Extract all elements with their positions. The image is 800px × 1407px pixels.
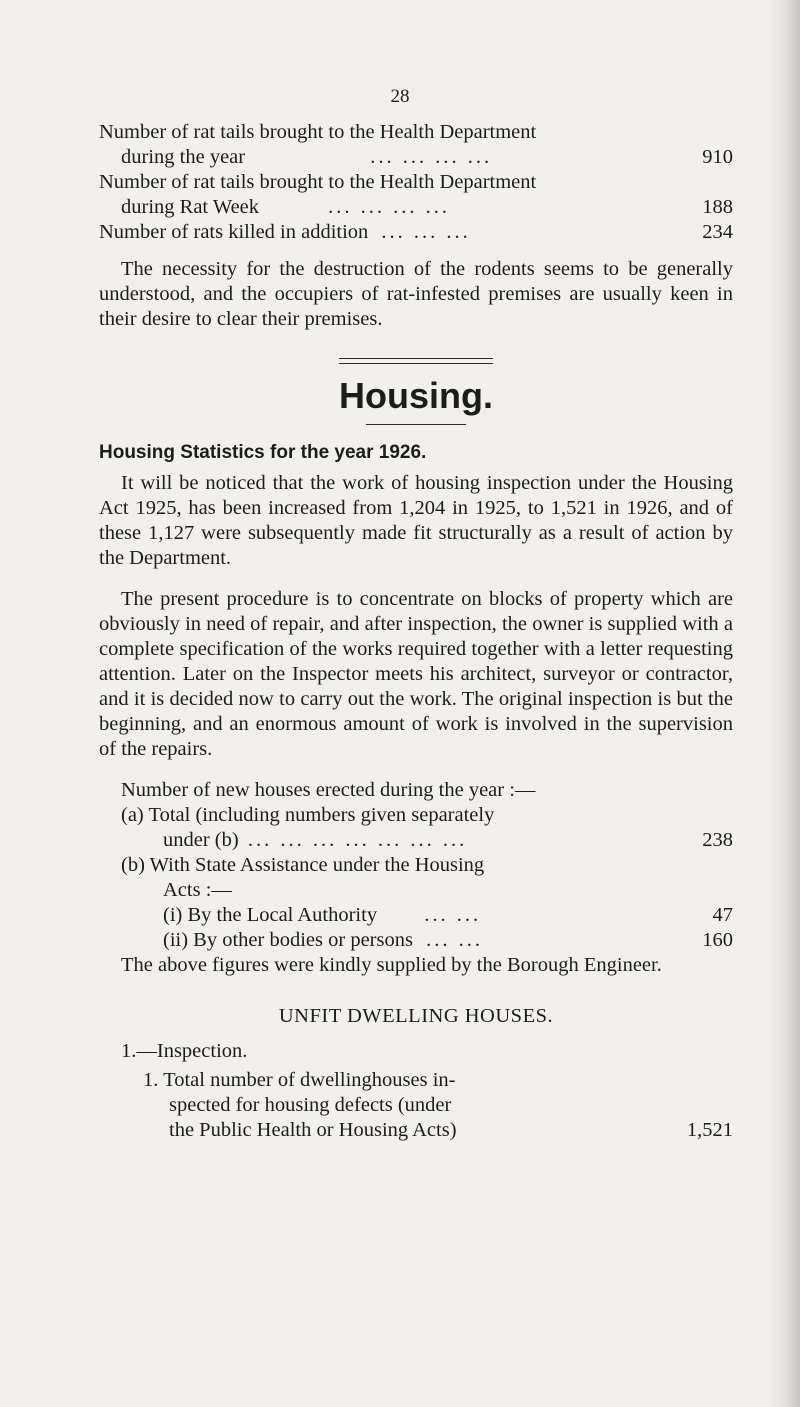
housing-stats-title: Housing Statistics for the year 1926.: [99, 442, 427, 463]
rat-stat-label-line2: during Rat Week: [121, 196, 260, 218]
page-number: 28: [390, 86, 410, 107]
leader-dots: ... ...: [426, 929, 483, 951]
rat-stat-row: [99, 120, 733, 170]
new-houses-i-label: (i) By the Local Authority: [163, 904, 378, 926]
new-houses-a-line2: under (b): [163, 829, 239, 851]
inspection-item-1-line1: 1. Total number of dwellinghouses in-: [143, 1069, 456, 1091]
new-houses-note: The above figures were kindly supplied by the Borough Engineer.: [121, 954, 662, 976]
inspection-item-1-line2: spected for housing defects (under: [169, 1094, 452, 1116]
page-edge-shadow: [766, 0, 800, 1407]
housing-paragraph-2: The present procedure is to concentrate on blocks of property which are obviously in need of repair, and after inspection, the owner is supplied with a complete specification of the works required together with a letter requesting attention. Later on the Inspector meets his architect, surveyor or contractor, and it is decided now to carry out the work. The original inspection is but the beginning, and an enormous amount of work is involved in the supervision of the repairs.: [99, 588, 733, 760]
new-houses-b-line1: (b) With State Assistance under the Housing: [121, 854, 485, 876]
rat-stat-label: Number of rats killed in addition: [99, 221, 369, 243]
new-houses-b-line2: Acts :—: [163, 879, 232, 901]
new-houses-a-line1: (a) Total (including numbers given separately: [121, 804, 495, 826]
leader-dots: ... ... ... ...: [370, 146, 493, 168]
inspection-item-1-value: 1,521: [686, 1119, 733, 1141]
leader-dots: ... ...: [424, 904, 482, 926]
rat-stat-label-line1: Number of rat tails brought to the Health Department: [99, 171, 537, 193]
inspection-item-1: [99, 1068, 733, 1143]
rule-top: [339, 358, 493, 359]
new-houses-section: [99, 778, 733, 978]
rat-stats: [99, 120, 733, 245]
unfit-dwellings-heading: UNFIT DWELLING HOUSES.: [278, 1005, 554, 1027]
new-houses-a: [99, 803, 733, 853]
rule-top-second: [339, 363, 493, 364]
rat-stat-row: [99, 170, 733, 220]
inspection-subheading: 1.—Inspection.: [121, 1040, 248, 1062]
new-houses-b: [99, 853, 733, 903]
new-houses-ii: [99, 928, 733, 953]
rat-stat-label-line1: Number of rat tails brought to the Health Department: [99, 121, 537, 143]
leader-dots: ... ... ...: [381, 221, 471, 243]
housing-paragraph-1: It will be noticed that the work of housing inspection under the Housing Act 1925, has been increased from 1,204 in 1925, to 1,521 in 1926, and of these 1,127 were subsequently made fit structurally as a result of action by the Department.: [99, 472, 733, 569]
rule-bottom: [366, 424, 466, 425]
rat-stat-value: 910: [702, 146, 733, 168]
new-houses-a-value: 238: [702, 829, 733, 851]
leader-dots: ... ... ... ...: [328, 196, 451, 218]
new-houses-i: [99, 903, 733, 928]
housing-heading: Housing.: [339, 375, 493, 416]
inspection-item-1-line3: the Public Health or Housing Acts): [169, 1119, 457, 1141]
new-houses-intro: Number of new houses erected during the year :—: [121, 779, 536, 801]
rodents-paragraph: The necessity for the destruction of the rodents seems to be generally understood, and the occupiers of rat-infested premises are usually keen in their desire to clear their premises.: [99, 258, 733, 330]
rat-stat-value: 188: [702, 196, 733, 218]
new-houses-ii-value: 160: [702, 929, 733, 951]
rat-stat-value: 234: [702, 221, 733, 243]
leader-dots: ... ... ... ... ... ... ...: [247, 829, 468, 851]
new-houses-ii-label: (ii) By other bodies or persons: [163, 929, 413, 951]
rat-stat-row: [99, 220, 733, 245]
page-content: [99, 120, 733, 1143]
new-houses-i-value: 47: [712, 904, 733, 926]
rat-stat-label-line2: during the year: [121, 146, 246, 168]
